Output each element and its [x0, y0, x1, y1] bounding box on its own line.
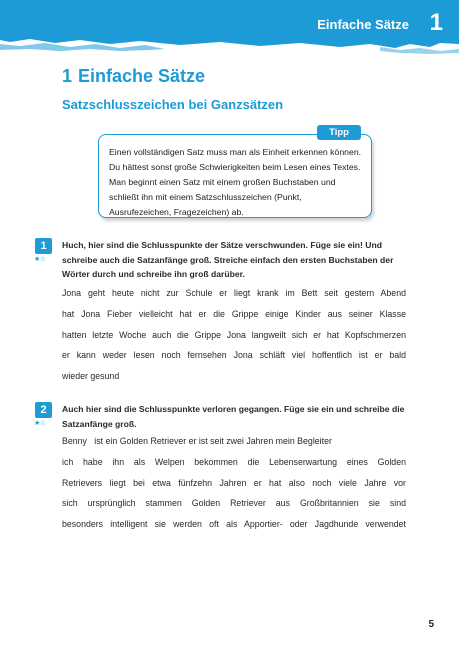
- chapter-title-text: Einfache Sätze: [78, 66, 206, 86]
- exercise-1-text: [62, 283, 406, 387]
- text-line: sich ursprünglich stammen Golden Retriever aus Großbritannien sie sind: [62, 498, 406, 509]
- exercise-2-text: [62, 431, 406, 535]
- page-number: 5: [428, 619, 434, 630]
- exercise-2-instructions: Auch hier sind die Schlusspunkte verloren gegangen. Füge sie ein und schreibe die Satzanfänge groß.: [62, 404, 405, 429]
- exercise-1-instructions: Huch, hier sind die Schlusspunkte der Sätze verschwunden. Füge sie ein! Und schreibe auch die Satzanfänge groß. Streiche einfach den ersten Buchstaben der Wörter durch und schreibe ihn groß darüber.: [62, 240, 394, 279]
- text-line: hatten letzte Woche auch die Grippe Jona langweilt sich er hat Kopfschmerzen: [62, 329, 406, 340]
- section-subtitle: Satzschlusszeichen bei Ganzsätzen: [62, 97, 284, 112]
- chapter-header: [0, 0, 459, 56]
- exercise-1-difficulty-stars-icon: ★☆: [34, 256, 46, 263]
- tipp-text: Einen vollständigen Satz muss man als Einheit erkennen können. Du hättest sonst große Schwierigkeiten beim Lesen eines Textes. Man beginnt einen Satz mit einem großen Buchstaben und schließt ihn mit einem Satzschlusszeichen (Punkt, Ausrufezeichen, Fragezeichen) ab.: [109, 147, 362, 217]
- chapter-title: [62, 66, 205, 87]
- text-line: hat Jona Fieber vielleicht hat er die Grippe einige Kinder aus seiner Klasse: [62, 308, 406, 319]
- tipp-label: Tipp: [317, 125, 361, 140]
- text-line: wieder gesund: [62, 371, 120, 382]
- header-chapter-number: 1: [429, 9, 443, 36]
- text-line: er kann weder lesen noch fernsehen Jona schläft viel hoffentlich ist er bald: [62, 350, 406, 361]
- text-line: Jona geht heute nicht zur Schule er liegt krank im Bett seit gestern Abend: [62, 288, 406, 298]
- text-line: Benny ist ein Golden Retriever er ist seit zwei Jahren mein Begleiter: [62, 436, 332, 446]
- exercise-2-number-badge: 2: [35, 402, 52, 418]
- tipp-box: [98, 127, 372, 218]
- chapter-number: 1: [62, 66, 73, 86]
- text-line: besonders intelligent sie werden oft als Apportier- oder Jagdhunde verwendet: [62, 519, 406, 530]
- text-line: Retrievers liegt bei etwa fünfzehn Jahren er hat also noch viele Jahre vor: [62, 477, 406, 488]
- text-line: ich habe ihn als Welpen bekommen die Lebenserwartung eines Golden: [62, 456, 406, 467]
- exercise-2-difficulty-stars-icon: ★☆: [34, 420, 46, 427]
- header-title: Einfache Sätze: [317, 17, 409, 32]
- exercise-1-number-badge: 1: [35, 238, 52, 254]
